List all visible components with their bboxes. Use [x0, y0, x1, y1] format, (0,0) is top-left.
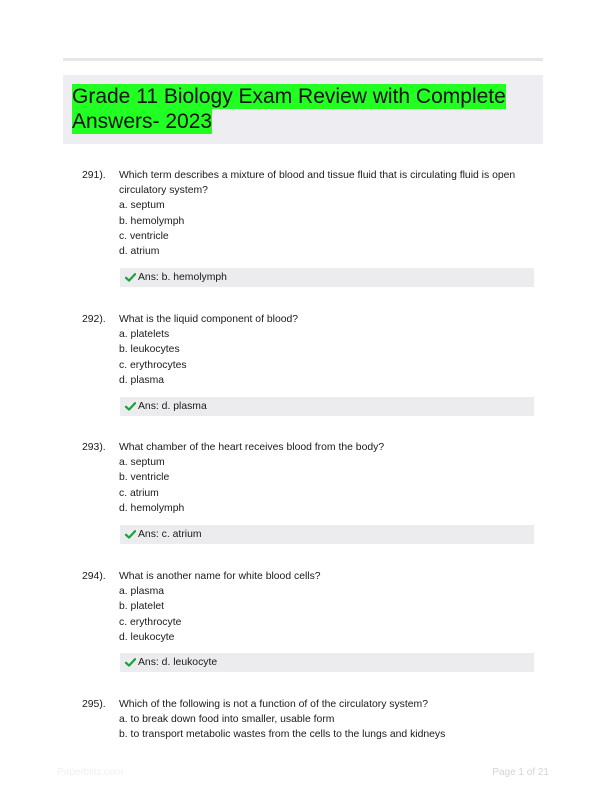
option-a: a. platelets [119, 329, 170, 341]
option-a: a. to break down food into smaller, usable form [119, 714, 335, 726]
footer-site: Paperblitz.com [57, 767, 124, 778]
option-d: d. atrium [119, 246, 160, 258]
question-number: 291). [82, 170, 106, 181]
checkmark-icon [125, 402, 136, 411]
checkmark-icon [125, 658, 136, 667]
option-b: b. hemolymph [119, 215, 185, 227]
question-number: 294). [82, 571, 106, 582]
question-body [119, 697, 539, 743]
option-c: c. erythrocytes [119, 359, 187, 371]
question-body [119, 440, 539, 516]
question-text: Which term describes a mixture of blood and tissue fluid that is circulating fluid is open circulatory system? [119, 170, 516, 197]
page-number: Page 1 of 21 [492, 767, 549, 778]
title-banner [63, 75, 543, 144]
page-title [72, 85, 532, 134]
page-title-highlight: Grade 11 Biology Exam Review with Complete Answers- 2023 [72, 85, 506, 133]
question-number: 295). [82, 699, 106, 710]
question-text: What is another name for white blood cells? [119, 571, 321, 582]
option-c: c. ventricle [119, 230, 169, 242]
option-a: a. plasma [119, 586, 165, 598]
option-d: d. hemolymph [119, 502, 185, 514]
question-body [119, 168, 539, 259]
option-b: b. to transport metabolic wastes from the cells to the lungs and kidneys [119, 729, 446, 741]
checkmark-icon [125, 273, 136, 282]
checkmark-icon [125, 530, 136, 539]
question-body [119, 312, 539, 388]
answer-box-292 [120, 397, 534, 416]
answer-box-294 [120, 653, 534, 672]
option-c: c. atrium [119, 487, 159, 499]
question-body [119, 569, 539, 645]
option-a: a. septum [119, 200, 165, 212]
question-text: Which of the following is not a function of of the circulatory system? [119, 699, 428, 710]
answer-text: Ans: d. leukocyte [138, 657, 218, 668]
top-divider [63, 58, 543, 61]
option-b: b. ventricle [119, 472, 170, 484]
answer-text: Ans: b. hemolymph [138, 272, 227, 283]
option-a: a. septum [119, 457, 165, 469]
question-number: 293). [82, 442, 106, 453]
answer-box-291 [120, 268, 534, 287]
option-b: b. platelet [119, 601, 165, 613]
answer-box-293 [120, 525, 534, 544]
option-d: d. leukocyte [119, 631, 175, 643]
option-b: b. leukocytes [119, 344, 180, 356]
question-number: 292). [82, 314, 106, 325]
option-d: d. plasma [119, 374, 165, 386]
answer-text: Ans: c. atrium [138, 529, 202, 540]
answer-text: Ans: d. plasma [138, 401, 207, 412]
option-c: c. erythrocyte [119, 616, 182, 628]
question-text: What is the liquid component of blood? [119, 314, 299, 325]
question-text: What chamber of the heart receives blood from the body? [119, 442, 385, 453]
